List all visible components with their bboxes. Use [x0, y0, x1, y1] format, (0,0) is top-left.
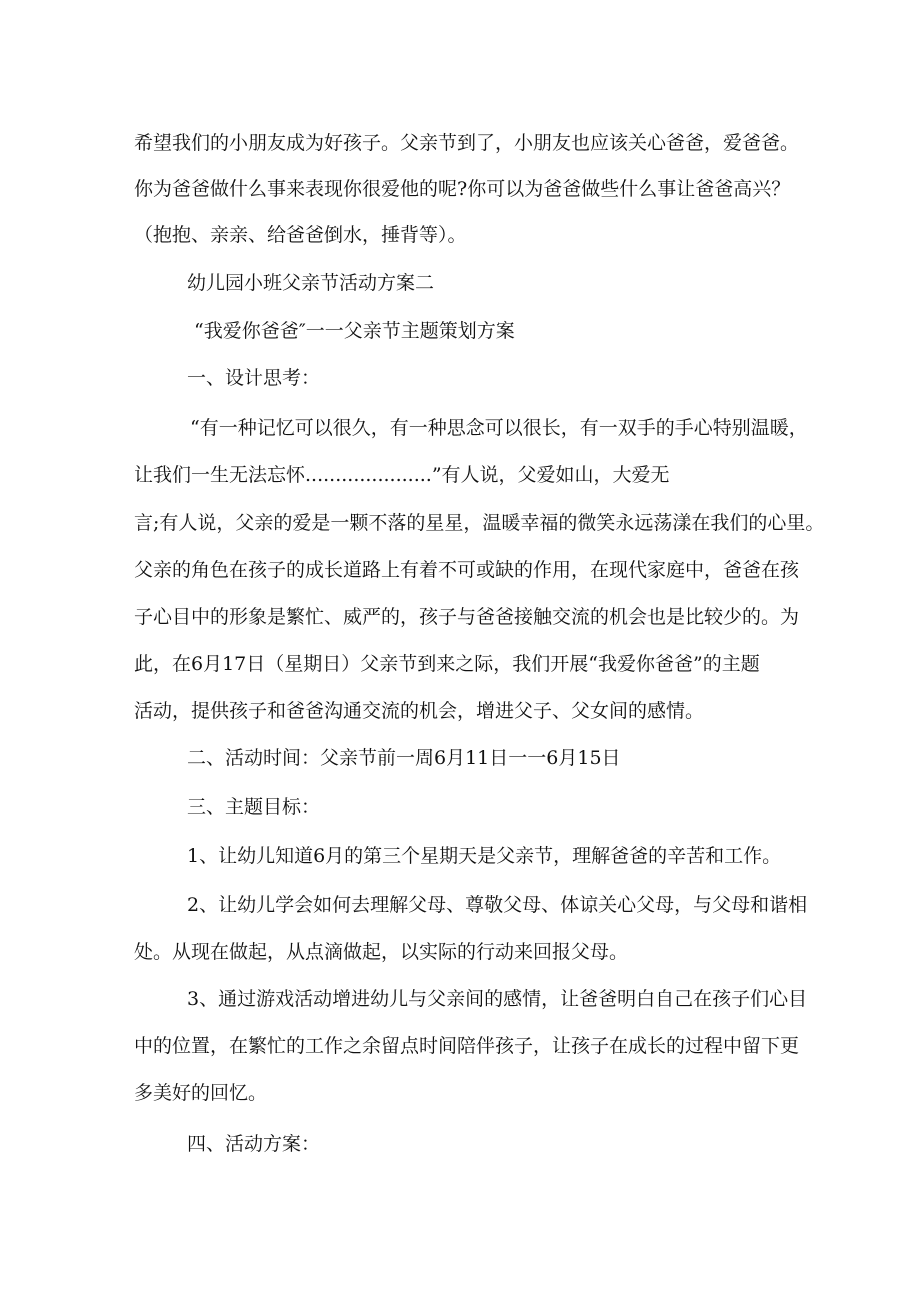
list-item: 2、让幼儿学会如何去理解父母、尊敬父母、体谅关心父母，与父母和谐相 [187, 894, 808, 916]
text-line: 子心目中的形象是繁忙、威严的，孩子与爸爸接触交流的机会也是比较少的。为 [134, 606, 800, 628]
text-line: 你为爸爸做什么事来表现你很爱他的呢?你可以为爸爸做些什么事让爸爸高兴？ [134, 178, 791, 200]
text-line: 希望我们的小朋友成为好孩子。父亲节到了，小朋友也应该关心爸爸，爱爸爸。 [134, 132, 800, 154]
text-line: 言;有人说，父亲的爱是一颗不落的星星，温暖幸福的微笑永远荡漾在我们的心里。 [134, 512, 825, 534]
text-line: 中的位置，在繁忙的工作之余留点时间陪伴孩子，让孩子在成长的过程中留下更 [134, 1035, 800, 1057]
section-heading: 三、主题目标： [187, 796, 321, 818]
text-line: 多美好的回忆。 [134, 1082, 268, 1104]
text-line: “有一种记忆可以很久，有一种思念可以很长，有一双手的手心特别温暖， [190, 417, 808, 439]
document-title: “我爱你爸爸″一一父亲节主题策划方案 [194, 320, 515, 342]
section-heading: 一、设计思考： [187, 367, 321, 389]
text-line: 此，在6月17日（星期日）父亲节到来之际，我们开展“我爱你爸爸”的主题 [134, 653, 760, 675]
list-item: 1、让幼儿知道6月的第三个星期天是父亲节，理解爸爸的辛苦和工作。 [187, 845, 782, 867]
text-line: 活动，提供孩子和爸爸沟通交流的机会，增进父子、父女间的感情。 [134, 700, 705, 722]
text-line: 让我们一生无法忘怀.....................”有人说，父爱如山，大爱无 [134, 464, 670, 486]
list-item: 3、通过游戏活动增进幼儿与父亲间的感情，让爸爸明白自己在孩子们心目 [187, 988, 808, 1010]
section-title: 幼儿园小班父亲节活动方案二 [187, 272, 435, 294]
text-line: 父亲的角色在孩子的成长道路上有着不可或缺的作用，在现代家庭中，爸爸在孩 [134, 559, 800, 581]
section-heading: 四、活动方案： [187, 1133, 321, 1155]
section-heading: 二、活动时间：父亲节前一周6月11日一一6月15日 [187, 747, 621, 769]
text-line: 处。从现在做起，从点滴做起，以实际的行动来回报父母。 [134, 941, 629, 963]
text-line: （抱抱、亲亲、给爸爸倒水，捶背等）。 [134, 224, 467, 246]
